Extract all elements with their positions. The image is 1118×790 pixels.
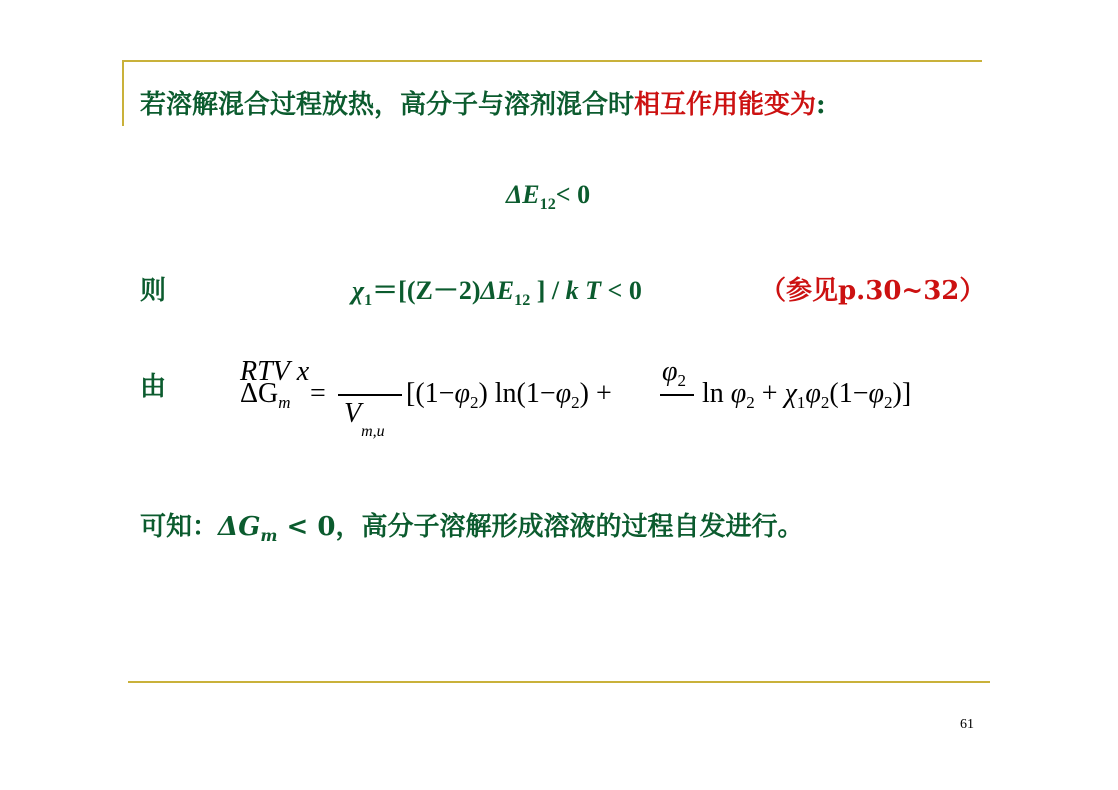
conclusion-suffix: ，高分子溶解形成溶液的过程自发进行。 [335, 512, 804, 542]
eq1-rhs: < 0 [555, 180, 591, 209]
heading-text: 若溶解混合过程放热，高分子与溶剂混合时 [140, 90, 635, 120]
chi-tail: ] / [530, 276, 566, 305]
page-number: 61 [960, 717, 974, 732]
formula-bracket-term: [$(1-\varphi_2) \ln(1-\varphi_2)$ + [406, 378, 612, 412]
conclusion-ineq: < 0 [277, 512, 336, 542]
conclusion-prefix: 可知： [140, 512, 219, 542]
formula-tail-term: $\ln \varphi_2 + \chi_1\varphi_2(1-\varphi_2)$] [702, 378, 912, 412]
chi-lt: < 0 [601, 276, 642, 305]
frac2-numerator: $\varphi_2$ [662, 356, 686, 390]
chi-eq: ＝[(Z－2) [372, 276, 481, 305]
heading-colon: : [816, 90, 826, 120]
chi-sub: 1 [364, 292, 373, 310]
label-you: 由 [140, 372, 167, 402]
frac2-denominator: x [296, 356, 310, 387]
chi-delta-sub: 12 [514, 292, 531, 310]
conclusion-delta-g: ΔG [218, 512, 261, 542]
formula-lhs: $\Delta G_m$ [240, 378, 291, 412]
bottom-rule [128, 681, 990, 683]
frac2-bar [660, 394, 694, 396]
conclusion-line [140, 506, 803, 545]
chi-k: k [565, 276, 579, 305]
slide-heading [140, 84, 826, 121]
chi-delta-e: ΔE [480, 276, 515, 305]
top-rule [122, 60, 982, 62]
heading-highlight: 相互作用能变为 [634, 90, 817, 120]
left-rule [122, 60, 124, 126]
chi-symbol: χ [352, 276, 365, 305]
frac1-numerator: RTV [240, 356, 290, 387]
page-reference: （参见p.30~32） [760, 276, 986, 306]
conclusion-sub: m [260, 526, 278, 546]
eq1-lhs: ΔE [506, 180, 540, 209]
frac1-denominator: $V_{m,u}$ [344, 398, 385, 440]
label-ze: 则 [140, 276, 167, 306]
eq1-sub: 12 [539, 196, 556, 214]
frac1-bar [338, 394, 402, 396]
formula-equals: = [310, 378, 326, 409]
equation-chi [352, 270, 642, 310]
gibbs-formula [240, 356, 970, 446]
equation-delta-e [506, 180, 590, 214]
chi-T: T [585, 276, 602, 305]
